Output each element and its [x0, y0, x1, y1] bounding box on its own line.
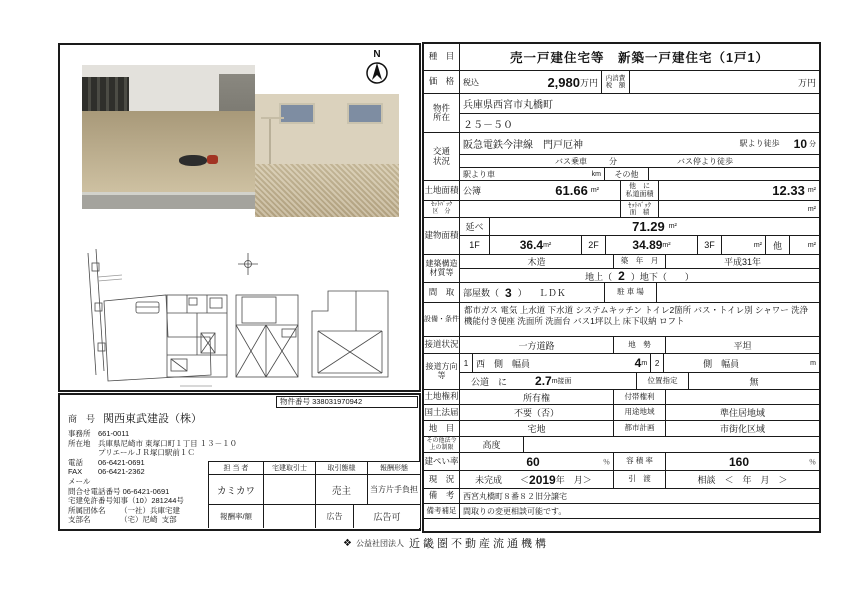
landcat-value: 宅地 [460, 421, 614, 436]
setback-area-unit: m² [807, 205, 816, 213]
layout-cell: 部屋数（ 3 ） ＬＤＫ [460, 283, 605, 302]
road-dir-label: 接道方向 等 [424, 354, 460, 389]
f3-label: 3F [698, 236, 722, 254]
price-tax-note: 税込 [463, 77, 479, 87]
handover-label: 引 渡 [614, 471, 666, 488]
kokudo-label: 国土法届 [424, 405, 460, 420]
f1-label: 1F [460, 236, 490, 254]
fee-rate-label: 報酬率/額 [209, 505, 264, 528]
agency-fax-line: FAX 06-6421-2362 [68, 467, 145, 477]
remarks-value: 西宮丸橋町８番８２旧分譲宅 [463, 491, 567, 501]
consumption-tax-unit: 万円 [797, 77, 816, 88]
road-label: 接道状況 [424, 337, 460, 353]
photo-window [347, 103, 383, 124]
row-land-rights [424, 390, 819, 405]
other-law-extra-cell [524, 437, 819, 452]
agency-branch-line: 支部名 （宅）尼崎 支部 [68, 515, 177, 525]
fee-type: 当方片手負担 [370, 485, 418, 494]
blank-cell [424, 519, 819, 531]
row-setback [424, 201, 819, 218]
row-other-law [424, 437, 819, 453]
location-label: 物件 所在 [424, 94, 460, 132]
location-line1: 兵庫県西宮市丸橋町 [463, 100, 553, 111]
land-register: 公簿 [463, 186, 482, 196]
building-total: 71.29 [632, 219, 665, 234]
access-bus-cell [460, 155, 819, 167]
road2-no: 2 [651, 354, 664, 372]
bcr-unit: ％ [602, 458, 610, 466]
remarks-label: 備 考 [424, 489, 460, 503]
frontage-cell: 公道 に 2.7 m接面 [460, 373, 637, 389]
walk-unit: 分 [809, 140, 816, 148]
car-label: 駅より車 [463, 169, 495, 179]
photo-dirt-ground [82, 111, 255, 195]
row-layout [424, 283, 819, 303]
building-total-label: 延べ [460, 218, 490, 235]
building-total-row [460, 218, 819, 236]
header-staff: 担 当 者 [209, 462, 264, 474]
road1-cell: 西 側 幅員 4 m [473, 354, 651, 372]
attached-rights-label: 付帯権利 [614, 390, 666, 404]
attached-rights-cell [666, 390, 819, 404]
location-line2-row [460, 114, 819, 132]
building-other-label: 他 [766, 236, 790, 254]
far-value: 160 [728, 454, 750, 469]
bcr-value: 60 [526, 454, 540, 469]
far-unit: ％ [809, 458, 816, 466]
bus-unit: 分 [609, 156, 617, 166]
floors-cell: 地上（ 2 ）地下（ ） [585, 269, 694, 283]
photo-and-plan-panel [58, 43, 421, 392]
remarks2-label: 備考補足 [424, 504, 460, 518]
far-cell [666, 453, 819, 470]
fee-rate-cell [264, 505, 316, 528]
remarks2-value: 間取りの変更相談可能です。 [463, 506, 567, 516]
f2-label: 2F [582, 236, 606, 254]
car-unit: km [591, 170, 601, 178]
bcr-cell [460, 453, 614, 470]
busstop-label: バス停より徒歩 [677, 156, 733, 166]
terrain-value: 平坦 [733, 340, 752, 351]
layout-label: 間 取 [424, 283, 460, 302]
price-cell [460, 71, 602, 93]
row-status [424, 471, 819, 489]
private-road-cell [659, 181, 819, 200]
land-label: 土地面積 [424, 181, 460, 200]
access-line: 阪急電鉄今津線 門戸厄神 [463, 140, 583, 151]
staff-table-header [209, 462, 420, 475]
staff-table [208, 461, 420, 528]
header-deal-type: 取引態様 [316, 462, 368, 474]
road-value: 一方道路 [460, 337, 614, 353]
handover-value: 相談 ＜ 年 月 ＞ [697, 475, 788, 485]
access-car-cell [460, 168, 605, 180]
road-dir-row1 [460, 354, 819, 373]
designation-value: 無 [749, 376, 759, 387]
staff-table-row1 [209, 475, 420, 505]
price-label: 価 格 [424, 71, 460, 93]
row-remarks [424, 489, 819, 504]
row-structure [424, 255, 819, 283]
consumption-tax-label: 内消費 税 額 [602, 71, 630, 93]
status-label: 現 況 [424, 471, 460, 488]
compass-n-label: N [373, 49, 381, 60]
status-cell: 未完成 ＜ 2019 年 月＞ [460, 471, 614, 488]
access-rail-cell [460, 133, 819, 154]
agency-office-line: 事務所 661-0011 [68, 429, 130, 438]
row-kokudo [424, 405, 819, 421]
structure-row1 [460, 255, 819, 269]
access-bus-row [460, 155, 819, 168]
far-label: 容 積 率 [614, 453, 666, 470]
photo-gravel-ground [255, 164, 399, 217]
access-car-row [460, 168, 819, 180]
setback-area-label: ｾｯﾄﾊﾞｯｸ 面 積 [621, 201, 659, 217]
private-road-value: 12.33 [772, 183, 805, 198]
floor-plans-drawing [60, 245, 419, 390]
price-value: 2,980 [547, 74, 580, 90]
road1-no: 1 [460, 354, 473, 372]
access-other-label: その他 [605, 168, 649, 180]
agency-name-label: 商 号 [68, 414, 96, 424]
location-line1-row [460, 94, 819, 114]
structure-row2 [460, 269, 819, 283]
reins-footer [343, 535, 549, 551]
agency-name-line [68, 410, 202, 426]
other-law-label: その他法令 上の制限 [424, 437, 460, 452]
walk-value: 10 [793, 136, 807, 151]
consumption-tax-cell [630, 71, 819, 93]
agency-org-line: 所属団体名 （一社）兵庫宅建 [68, 505, 180, 515]
reins-org-type: 公益社団法人 [355, 538, 404, 548]
f1-cell: 36.4 m² [490, 236, 582, 254]
private-road-label: 他 に 私道面積 [621, 181, 659, 200]
reins-logo-icon: ❖ [343, 537, 352, 549]
location-line2: ２５－５０ [463, 119, 513, 131]
photo-rail [261, 117, 284, 119]
ad-permission: 広告可 [373, 512, 401, 522]
staff-table-row2 [209, 505, 420, 528]
north-compass [363, 49, 391, 91]
listing-table [422, 42, 821, 533]
f2-cell: 34.89 m² [606, 236, 698, 254]
rights-label: 土地権利 [424, 390, 460, 404]
access-other-cell [649, 168, 819, 180]
row-access [424, 133, 819, 181]
structure-label: 建築構造 材質等 [424, 255, 460, 282]
row-building-area [424, 218, 819, 255]
setback-label: ｾｯﾄﾊﾞｯｸ 区 分 [424, 201, 460, 217]
property-number: 物件番号 338031970942 [276, 396, 418, 408]
deal-type: 売主 [316, 475, 368, 504]
building-floors-row [460, 236, 819, 254]
agency-mail-line: メール [68, 476, 91, 486]
row-land-area [424, 181, 819, 201]
building-total-unit: m² [668, 223, 677, 230]
walk-label: 駅より徒歩 [739, 139, 780, 148]
road-dir-row2 [460, 373, 819, 389]
bus-label: バス乗車 [555, 156, 587, 166]
agency-tel-line: 電話 06-6421-0691 [68, 457, 145, 467]
row-features [424, 303, 819, 337]
exterior-photo-wall [255, 94, 399, 217]
zoning-label: 用途地域 [614, 405, 666, 420]
structure-value: 木造 [460, 255, 614, 268]
access-label: 交通 状況 [424, 133, 460, 180]
row-location [424, 94, 819, 133]
price-unit: 万円 [579, 77, 598, 88]
ad-label: 広告 [316, 505, 354, 528]
row-price [424, 71, 819, 94]
photo-pipe [269, 119, 271, 166]
setback-cell [460, 201, 621, 217]
f3-cell: m² [722, 236, 766, 254]
row-coverage [424, 453, 819, 471]
agency-address-line2: プリエールＪＲ塚口駅前１Ｃ [98, 448, 195, 458]
agency-inquiry-line: 問合せ電話番号 06-6421-0691 [68, 486, 170, 496]
setback-area-cell [659, 201, 819, 217]
land-value: 61.66 [555, 183, 588, 198]
photo-road [82, 192, 255, 209]
built-label: 築 年 月 [614, 255, 666, 268]
cityplan-label: 都市計画 [614, 421, 666, 436]
parking-cell [657, 283, 819, 302]
rights-value: 所有権 [460, 390, 614, 404]
features-text: 都市ガス 電気 上水道 下水道 システムキッチン トイレ2箇所 バス・トイレ別 シャワー 洗浄機能付き便座 洗面所 洗面台 バス1坪以上 床下収納 ロフト [464, 305, 809, 327]
building-other-cell: m² [807, 241, 816, 249]
parking-label: 駐 車 場 [605, 283, 657, 302]
photo-debris-red [207, 155, 218, 164]
row-blank [424, 519, 819, 531]
private-road-unit: m² [807, 187, 816, 194]
license-holder-cell [264, 475, 316, 504]
agency-name: 関西東武建設（株） [103, 413, 203, 425]
built-value: 平成31年 [723, 257, 761, 267]
compass-icon [364, 60, 390, 86]
land-unit: m² [590, 187, 599, 194]
staff-name: カミカワ [209, 475, 264, 504]
access-rail-row [460, 133, 819, 155]
category-label: 種 目 [424, 44, 460, 70]
row-land-category [424, 421, 819, 437]
row-remarks2 [424, 504, 819, 519]
landcat-label: 地 目 [424, 421, 460, 436]
other-law-value: 高度 [460, 437, 524, 452]
kokudo-value: 不要（否） [460, 405, 614, 420]
agency-license-line: 宅建免許番号知事（10）281244号 [68, 496, 184, 506]
terrain-label: 地 勢 [614, 337, 666, 353]
bcr-label: 建ぺい率 [424, 453, 460, 470]
category-value: 売一戸建住宅等 新築一戸建住宅（1戸1） [510, 51, 769, 65]
header-license-holder: 宅建取引士 [264, 462, 316, 474]
zoning-value: 準住居地域 [719, 408, 765, 418]
agency-address-line: 所在地 兵庫県尼崎市 東塚口町１丁目 １３－１０ [68, 438, 238, 448]
row-road [424, 337, 819, 354]
photo-debris [179, 155, 207, 166]
road2-cell: 側 幅員 m [703, 358, 816, 369]
exterior-photo-lot [82, 65, 255, 209]
reins-org-name: 近畿圏不動産流通機構 [408, 538, 549, 550]
row-category [424, 44, 819, 71]
features-label: 設備・条件 [424, 303, 460, 336]
cityplan-value: 市街化区域 [719, 424, 765, 434]
agency-info-panel [58, 393, 421, 531]
land-cell [460, 181, 621, 200]
header-fee-type: 報酬形態 [380, 465, 408, 472]
row-road-direction [424, 354, 819, 390]
photo-window [279, 103, 315, 124]
building-total-cell [490, 218, 819, 235]
building-label: 建物面積 [424, 218, 460, 254]
designation-label: 位置指定 [637, 373, 689, 389]
